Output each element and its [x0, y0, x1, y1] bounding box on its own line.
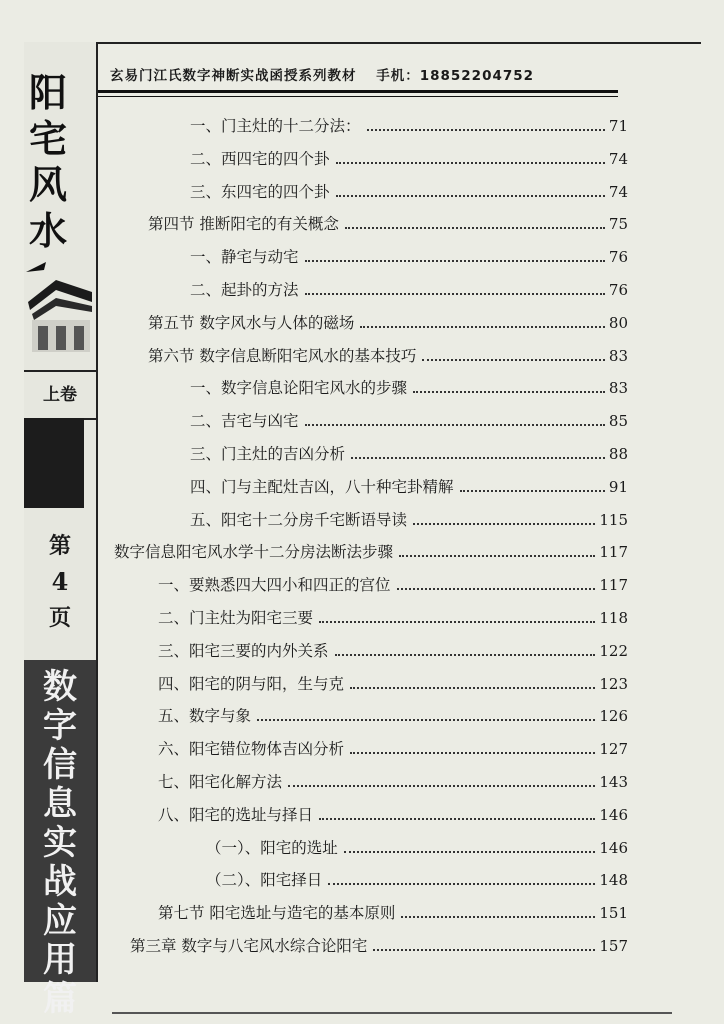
toc-entry-page: 146: [599, 805, 628, 824]
toc-leader-dots: [351, 457, 605, 459]
toc-entry: [190, 401, 628, 431]
toc-entry-page: 83: [608, 379, 628, 398]
page-label-bottom: 页: [48, 605, 71, 631]
toc-entry-page: 117: [599, 543, 628, 562]
toc-entry-page: 71: [608, 117, 628, 135]
toc-entry: [114, 532, 628, 562]
page-number-block: [24, 528, 96, 636]
bottom-rule: [112, 1012, 672, 1014]
toc-entry: [190, 172, 628, 202]
toc-entry: [158, 729, 628, 759]
toc-entry-title: 第七节 阳宅选址与造宅的基本原则: [158, 904, 396, 923]
toc-entry-page: 83: [608, 346, 628, 365]
toc-leader-dots: [350, 752, 595, 754]
phone-number: 18852204752: [419, 68, 535, 84]
page-number: 4: [51, 567, 69, 596]
toc-entry-page: 91: [608, 477, 628, 496]
toc-leader-dots: [328, 883, 595, 885]
toc-entry-title: 八、阳宅的选址与择日: [158, 805, 314, 824]
toc-entry: [158, 565, 628, 595]
toc-entry-title: 一、要熟悉四大四小和四正的宫位: [158, 576, 391, 595]
toc-entry-page: 118: [599, 609, 628, 627]
toc-entry: [158, 631, 628, 661]
toc-entry-page: 75: [608, 215, 628, 234]
toc-entry-page: 115: [599, 510, 628, 529]
toc-leader-dots: [413, 391, 605, 393]
toc-entry-title: 三、东四宅的四个卦: [190, 182, 330, 201]
toc-entry: [190, 237, 628, 267]
phone-label: 手机：: [376, 68, 420, 84]
toc-entry-title: 二、起卦的方法: [190, 281, 299, 299]
toc-entry-title: 四、阳宅的阴与阳，生与克: [158, 674, 345, 693]
toc-entry: [158, 893, 628, 923]
toc-entry-title: （二）、阳宅择日: [206, 871, 323, 890]
toc-entry-page: 151: [599, 904, 628, 923]
toc-entry-title: 四、门与主配灶吉凶，八十种宅卦精解: [190, 477, 454, 496]
toc-entry-title: 一、数字信息论阳宅风水的步骤: [190, 379, 408, 398]
toc-entry: [190, 500, 628, 530]
header-rule-thin: [98, 96, 618, 97]
toc-leader-dots: [305, 293, 605, 295]
toc-leader-dots: [367, 129, 605, 131]
toc-entry-title: 二、门主灶为阳宅三要: [158, 609, 314, 627]
toc-entry-title: 五、数字与象: [158, 707, 252, 726]
toc-entry-page: 76: [608, 248, 628, 267]
toc-entry-page: 85: [608, 412, 628, 431]
toc-entry-title: 第四节 推断阳宅的有关概念: [148, 215, 339, 234]
toc-leader-dots: [344, 851, 596, 853]
toc-leader-dots: [345, 227, 605, 229]
volume-label: 上卷: [24, 370, 96, 420]
toc-entry: [158, 664, 628, 694]
toc-entry-page: 80: [608, 313, 628, 332]
toc-entry: [148, 336, 628, 366]
series-title: 数字信息实战应用篇: [43, 667, 77, 1019]
toc-entry: [130, 926, 628, 956]
toc-entry-page: 74: [608, 149, 628, 168]
toc-entry-title: （一）、阳宅的选址: [206, 838, 338, 857]
toc-entry-page: 143: [599, 773, 628, 791]
toc-leader-dots: [305, 424, 605, 426]
toc-leader-dots: [399, 555, 595, 557]
toc-entry: [206, 828, 628, 858]
toc-entry-page: 148: [599, 871, 628, 890]
toc-entry: [158, 795, 628, 825]
header-rule-thick: [98, 90, 618, 93]
toc-entry: [158, 762, 628, 792]
toc-leader-dots: [319, 621, 595, 623]
toc-leader-dots: [305, 260, 605, 262]
toc-entry-page: 127: [599, 740, 628, 759]
toc-leader-dots: [397, 588, 596, 590]
toc-leader-dots: [422, 359, 604, 361]
toc-leader-dots: [401, 916, 595, 918]
toc-entry: [190, 368, 628, 398]
toc-entry-title: 二、西四宅的四个卦: [190, 149, 330, 168]
toc-entry-title: 第五节 数字风水与人体的磁场: [148, 313, 355, 332]
toc-entry-title: 数字信息阳宅风水学十二分房法断法步骤: [114, 543, 394, 562]
toc-entry-page: 74: [608, 182, 628, 201]
toc-entry-title: 三、门主灶的吉凶分析: [190, 445, 346, 463]
toc-entry: [206, 860, 628, 890]
toc-leader-dots: [360, 326, 604, 328]
spine-dark-block: [24, 418, 84, 508]
toc-entry-title: 三、阳宅三要的内外关系: [158, 641, 329, 660]
toc-entry-page: 76: [608, 281, 628, 299]
toc-entry-page: 157: [599, 937, 628, 955]
toc-entry-page: 88: [608, 445, 628, 463]
toc-entry: [190, 106, 628, 136]
toc-entry: [190, 467, 628, 497]
toc-entry-title: 五、阳宅十二分房千宅断语导读: [190, 510, 408, 529]
page-label-top: 第: [48, 533, 71, 559]
toc-leader-dots: [413, 523, 595, 525]
toc-entry-title: 第六节 数字信息断阳宅风水的基本技巧: [148, 346, 417, 365]
toc-entry: [190, 139, 628, 169]
toc-leader-dots: [373, 949, 595, 951]
course-title: 玄易门江氏数字神断实战函授系列教材: [110, 68, 357, 84]
toc-leader-dots: [319, 818, 595, 820]
toc-leader-dots: [336, 162, 605, 164]
toc-entry: [158, 598, 628, 628]
toc-entry-page: 146: [599, 838, 628, 857]
toc-leader-dots: [257, 719, 595, 721]
roof-illustration: [26, 262, 94, 354]
series-title-vertical: [24, 660, 96, 1019]
spine-title: 阳宅风水: [28, 70, 67, 253]
toc-leader-dots: [460, 490, 605, 492]
toc-entry-page: 122: [599, 641, 628, 660]
toc-entry: [190, 270, 628, 300]
toc-entry-title: 二、吉宅与凶宅: [190, 412, 299, 431]
toc-entry-title: 一、静宅与动宅: [190, 248, 299, 267]
toc-entry: [148, 303, 628, 333]
toc-leader-dots: [335, 654, 596, 656]
toc-entry-page: 126: [599, 707, 628, 726]
toc-entry-page: 117: [599, 576, 628, 595]
toc-entry: [158, 696, 628, 726]
page-header: [110, 64, 620, 84]
toc-leader-dots: [288, 785, 595, 787]
toc-entry-title: 六、阳宅错位物体吉凶分析: [158, 740, 345, 759]
toc-entry-title: 第三章 数字与八宅风水综合论阳宅: [130, 937, 368, 955]
toc-entry-title: 一、门主灶的十二分法：: [190, 117, 361, 135]
toc-leader-dots: [350, 687, 595, 689]
toc-entry-page: 123: [599, 674, 628, 693]
toc-leader-dots: [336, 195, 605, 197]
toc-entry: [148, 204, 628, 234]
toc-entry: [190, 434, 628, 464]
toc-entry-title: 七、阳宅化解方法: [158, 773, 283, 791]
